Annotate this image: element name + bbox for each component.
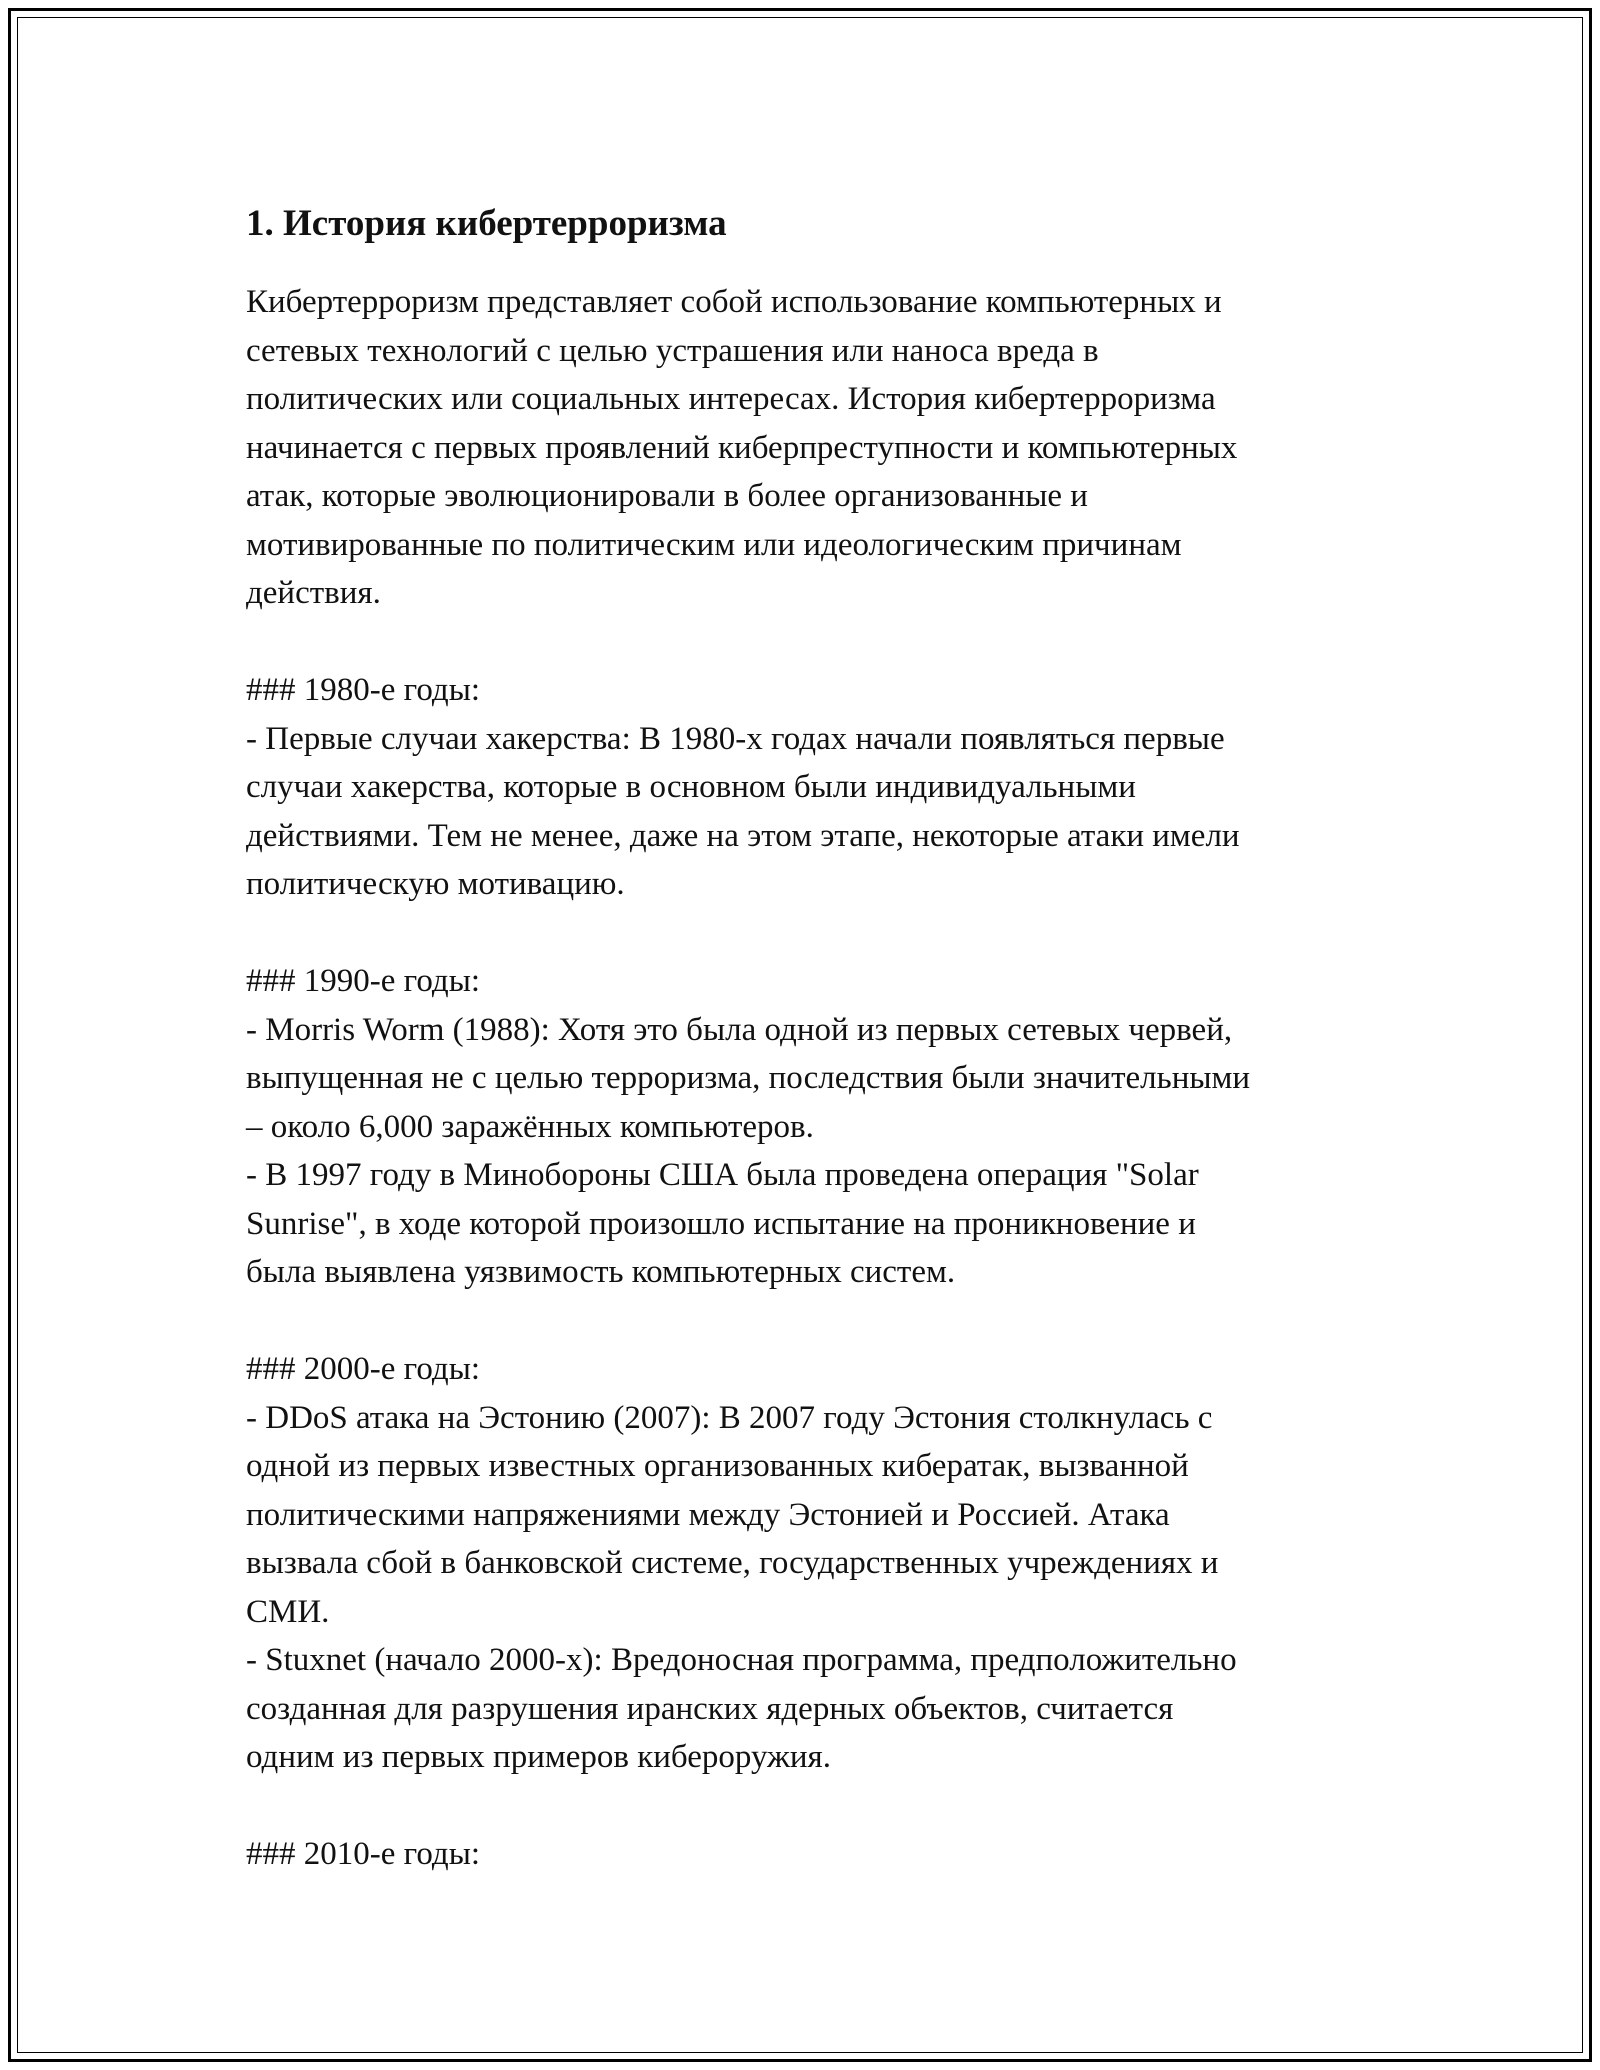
spacer: [246, 1297, 1376, 1346]
section-heading-1980s: ### 1980-е годы:: [246, 672, 481, 708]
section-item: - Первые случаи хакерства: В 1980-х годах начали появляться первые случаи хакерства, которые в основном были индивидуальными действиями. Тем не менее, даже на этом этапе, некоторые атаки имели политическую мотивацию.: [246, 720, 1240, 902]
section-heading-2010s: ### 2010-е годы:: [246, 1836, 481, 1872]
document-title: 1. История кибертерроризма: [246, 203, 727, 244]
section-heading-2000s: ### 2000-е годы:: [246, 1351, 481, 1387]
section-heading-1990s: ### 1990-е годы:: [246, 963, 481, 999]
section-item: - Stuxnet (начало 2000-х): Вредоносная программа, предположительно созданная для разрушения иранских ядерных объектов, считается одним из первых примеров кибероружия.: [246, 1642, 1237, 1775]
document-page: [8, 8, 1592, 2062]
section-item: - DDoS атака на Эстонию (2007): В 2007 году Эстония столкнулась с одной из первых известных организованных кибератак, вызванной политическими напряжениями между Эстонией и Россией. Атака вызвала сбой в банковской системе, государственных учреждениях и СМИ.: [246, 1399, 1219, 1630]
section-item: - В 1997 году в Минобороны США была проведена операция "Solar Sunrise", в ходе которой произошло испытание на проникновение и была выявлена уязвимость компьютерных систем.: [246, 1157, 1199, 1290]
spacer: [246, 909, 1376, 958]
spacer: [246, 618, 1376, 667]
intro-paragraph: Кибертерроризм представляет собой использование компьютерных и сетевых технологий с целью устрашения или наноса вреда в политических или социальных интересах. История кибертерроризма начинается с первых проявлений киберпреступности и компьютерных атак, которые эволюционировали в более организованные и мотивированные по политическим или идеологическим причинам действия.: [246, 284, 1238, 611]
spacer: [246, 1782, 1376, 1831]
section-item: - Morris Worm (1988): Хотя это была одной из первых сетевых червей, выпущенная не с целью терроризма, последствия были значительными – около 6,000 заражённых компьютеров.: [246, 1011, 1251, 1145]
document-content: [246, 196, 1376, 1879]
